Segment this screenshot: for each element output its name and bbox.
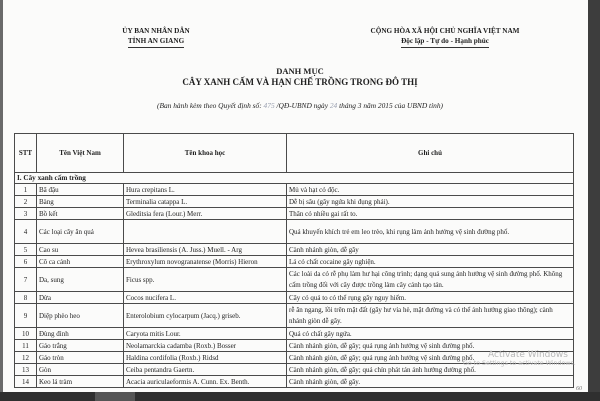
subtitle-suffix: tháng 3 năm 2015 của UBND tỉnh) (337, 101, 443, 110)
row-vietnamese-name: Gáo trắng (37, 340, 124, 352)
row-scientific-name: Terminalia catappa L. (124, 196, 287, 208)
activate-windows-watermark (463, 350, 576, 367)
decision-number: 475 (263, 101, 275, 110)
row-vietnamese-name: Cao su (37, 244, 124, 256)
row-scientific-name: Hura crepitans L. (124, 184, 287, 196)
viewer-right-frame (588, 0, 600, 401)
title-line1: DANH MỤC (276, 66, 324, 76)
row-scientific-name: Cocos nucifera L. (124, 292, 287, 304)
row-scientific-name: Hevea brasiliensis (A. Juss.) Muell. - Arg (124, 244, 287, 256)
issuer-line2: TỈNH AN GIANG (128, 36, 184, 48)
row-stt: 2 (15, 196, 37, 208)
table-row (15, 328, 574, 340)
row-vietnamese-name: Keo lá tràm (37, 376, 124, 388)
taskbar-item[interactable] (95, 392, 135, 401)
row-vietnamese-name: Cô ca cảnh (37, 256, 124, 268)
national-line1: CỘNG HÒA XÃ HỘI CHỦ NGHĨA VIỆT NAM (370, 27, 520, 35)
row-stt: 8 (15, 292, 37, 304)
table-header-row (15, 134, 574, 173)
row-vietnamese-name: Bã đậu (37, 184, 124, 196)
issuer-header (96, 26, 216, 48)
row-note: Cành nhánh giòn, dễ gãy; quả rụng ảnh hưởng vệ sinh đường phố. (287, 352, 574, 364)
table-row (15, 220, 574, 244)
row-note: Mủ và hạt có độc. (287, 184, 574, 196)
row-note: Quả khuyến khích trẻ em leo trèo, khi rụng làm ảnh hưởng vệ sinh đường phố. (287, 220, 574, 244)
title-line2: CÂY XANH CẤM VÀ HẠN CHẾ TRỒNG TRONG ĐÔ THỊ (182, 77, 418, 87)
row-vietnamese-name: Bàng (37, 196, 124, 208)
table-row (15, 304, 574, 328)
document-title (100, 66, 500, 88)
subtitle-middle: /QĐ-UBND ngày (274, 101, 330, 110)
national-motto: Độc lập - Tự do - Hạnh phúc (401, 36, 489, 48)
row-scientific-name: Haldina cordifolia (Roxb.) Ridsd (124, 352, 287, 364)
section-title: I. Cây xanh cấm trồng (15, 173, 574, 184)
row-vietnamese-name: Đùng đình (37, 328, 124, 340)
row-stt: 10 (15, 328, 37, 340)
row-scientific-name: Ficus spp. (124, 268, 287, 292)
row-vietnamese-name: Da, sung (37, 268, 124, 292)
table-row (15, 208, 574, 220)
row-stt: 7 (15, 268, 37, 292)
row-stt: 9 (15, 304, 37, 328)
watermark-title: Activate Windows (488, 350, 568, 360)
row-scientific-name: Gleditsia fera (Lour.) Merr. (124, 208, 287, 220)
col-header-stt: STT (15, 134, 37, 173)
row-scientific-name (124, 220, 287, 244)
row-vietnamese-name: Diệp phèo heo (37, 304, 124, 328)
row-scientific-name: Enterolobium cylocarpum (Jacq.) griseb. (124, 304, 287, 328)
row-scientific-name: Acacia auriculaeformis A. Cunn. Ex. Benth. (124, 376, 287, 388)
row-scientific-name: Ceiba pentandra Gaertn. (124, 364, 287, 376)
row-stt: 3 (15, 208, 37, 220)
row-vietnamese-name: Dừa (37, 292, 124, 304)
row-scientific-name: Erythroxylum novogranatense (Morris) Hieron (124, 256, 287, 268)
row-note: Cành nhánh giòn, dễ gãy. (287, 376, 574, 388)
row-stt: 4 (15, 220, 37, 244)
subtitle-prefix: (Ban hành kèm theo Quyết định số: (157, 101, 264, 110)
decision-reference (60, 101, 540, 110)
row-stt: 14 (15, 376, 37, 388)
table-row (15, 376, 574, 388)
row-stt: 6 (15, 256, 37, 268)
row-stt: 12 (15, 352, 37, 364)
row-stt: 5 (15, 244, 37, 256)
row-note: Cành nhánh giòn, dễ gãy (287, 244, 574, 256)
row-vietnamese-name: Bồ kết (37, 208, 124, 220)
row-note: Cành nhánh giòn, dễ gãy; quả rụng ảnh hưởng vệ sinh đường phố. (287, 340, 574, 352)
issuer-line1: ỦY BAN NHÂN DÂN (122, 27, 190, 35)
viewer-bottom-frame (0, 392, 600, 401)
table-row (15, 256, 574, 268)
table-row (15, 244, 574, 256)
row-note: rễ ăn ngang, lồi trên mặt đất (gây hư vỉa hè, mặt đường và có thể ảnh hưởng giao thông); cành nhánh giòn dễ gãy. (287, 304, 574, 328)
table-row (15, 196, 574, 208)
decision-day: 24 (329, 101, 338, 110)
row-note: Thân có nhiều gai rất to. (287, 208, 574, 220)
table-row (15, 292, 574, 304)
watermark-subtitle: Go to Settings to activate Windows. (463, 360, 576, 367)
row-stt: 1 (15, 184, 37, 196)
section-row (15, 173, 574, 184)
table-row (15, 268, 574, 292)
row-stt: 11 (15, 340, 37, 352)
row-vietnamese-name: Gáo tròn (37, 352, 124, 364)
col-header-scientific-name: Tên khoa học (124, 134, 287, 173)
row-note: Cây có quả to có thể rụng gây nguy hiểm. (287, 292, 574, 304)
row-note: Lá có chất cocaine gây nghiện. (287, 256, 574, 268)
col-header-notes: Ghi chú (287, 134, 574, 173)
table-row (15, 184, 574, 196)
national-header (330, 26, 560, 48)
row-vietnamese-name: Các loại cây ăn quả (37, 220, 124, 244)
row-scientific-name: Neolamarckia cadamba (Roxb.) Bosser (124, 340, 287, 352)
row-note: Dễ bị sâu (gây ngứa khi đụng phải). (287, 196, 574, 208)
col-header-vietnamese-name: Tên Việt Nam (37, 134, 124, 173)
row-stt: 13 (15, 364, 37, 376)
row-note: Quả có chất gây ngứa. (287, 328, 574, 340)
row-vietnamese-name: Gòn (37, 364, 124, 376)
row-note: Các loài da có rễ phụ làm hư hại công trình; dạng quả sung ảnh hưởng vệ sinh đường phố. Không cấm trồng đối với cây được trồng làm cây cảnh tạo tán. (287, 268, 574, 292)
row-note: Cành nhánh giòn, dễ gãy; quả chín phát tán ảnh hưởng đường phố. (287, 364, 574, 376)
page-mark: 60 (576, 386, 582, 392)
row-scientific-name: Caryota mitis Lour. (124, 328, 287, 340)
